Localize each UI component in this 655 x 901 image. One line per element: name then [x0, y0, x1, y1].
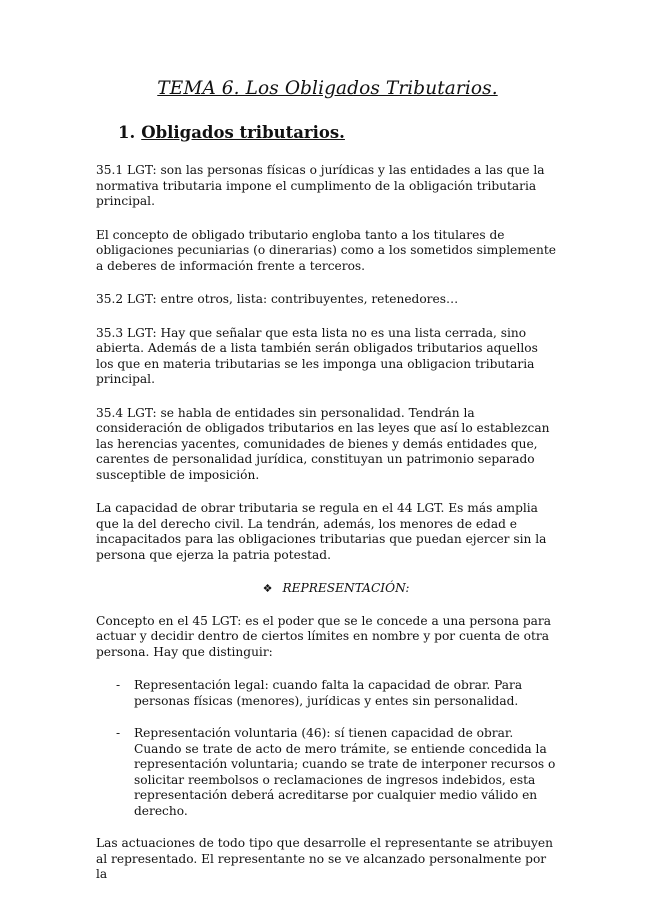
section-title: Obligados tributarios. [141, 123, 345, 142]
paragraph-35-3: 35.3 LGT: Hay que señalar que esta lista no es una lista cerrada, sino abierta. Además de a lista también serán obligados tributarios aquellos los que en materia tributarias se les imponga una obligacion tributaria principal. [96, 325, 538, 386]
section-number: 1. [118, 123, 136, 142]
list-item-text: Representación voluntaria (46): sí tienen capacidad de obrar. Cuando se trate de acto de mero trámite, se entiende concedida la representación voluntaria; cuando se trate de interponer recursos o solicitar reembolsos o reclamaciones de ingresos indebidos, esta representación deberá acreditarse por cualquier medio válido en derecho. [134, 726, 556, 818]
paragraph-concepto: El concepto de obligado tributario engloba tanto a los titulares de obligaciones pecuniarias (o dinerarias) como a los sometidos simplemente a deberes de información frente a terceros. [96, 227, 556, 273]
paragraph-35-1: 35.1 LGT: son las personas físicas o jurídicas y las entidades a las que la normativa tributaria impone el cumplimento de la obligación tributaria principal. [96, 163, 545, 208]
document-title: TEMA 6. Los Obligados Tributarios. [157, 78, 498, 99]
representation-heading [96, 581, 556, 597]
document-body [96, 163, 556, 901]
diamond-bullet-icon: ❖ [262, 582, 273, 595]
paragraph-capacidad: La capacidad de obrar tributaria se regula en el 44 LGT. Es más amplia que la del derecho civil. La tendrán, además, los menores de edad e incapacitados para las obligaciones tributarias que puedan ejercer sin la persona que ejerza la patria potestad. [96, 501, 547, 562]
list-item [96, 726, 556, 819]
list-item-text: Representación legal: cuando falta la capacidad de obrar. Para personas físicas (menores), jurídicas y entes sin personalidad. [134, 678, 523, 708]
section-heading [118, 123, 345, 142]
list-item [96, 678, 556, 709]
paragraph-35-4: 35.4 LGT: se habla de entidades sin personalidad. Tendrán la consideración de obligados tributarios en las leyes que así lo establezcan las herencias yacentes, comunidades de bienes y demás entidades que, carentes de personalidad jurídica, constituyan un patrimonio separado susceptible de imposición. [96, 405, 550, 482]
paragraph-actuaciones: Las actuaciones de todo tipo que desarrolle el representante se atribuyen al representado. El representante no se ve alcanzado personalmente por la [96, 836, 553, 881]
dash-bullet: - [116, 726, 121, 740]
dash-bullet: - [116, 678, 121, 692]
representation-list [96, 678, 556, 819]
paragraph-35-2: 35.2 LGT: entre otros, lista: contribuyentes, retenedores… [96, 292, 459, 306]
paragraph-concepto-45: Concepto en el 45 LGT: es el poder que se le concede a una persona para actuar y decidir dentro de ciertos límites en nombre y por cuenta de otra persona. Hay que distinguir: [96, 613, 552, 659]
representation-heading-text: REPRESENTACIÓN: [282, 581, 410, 595]
